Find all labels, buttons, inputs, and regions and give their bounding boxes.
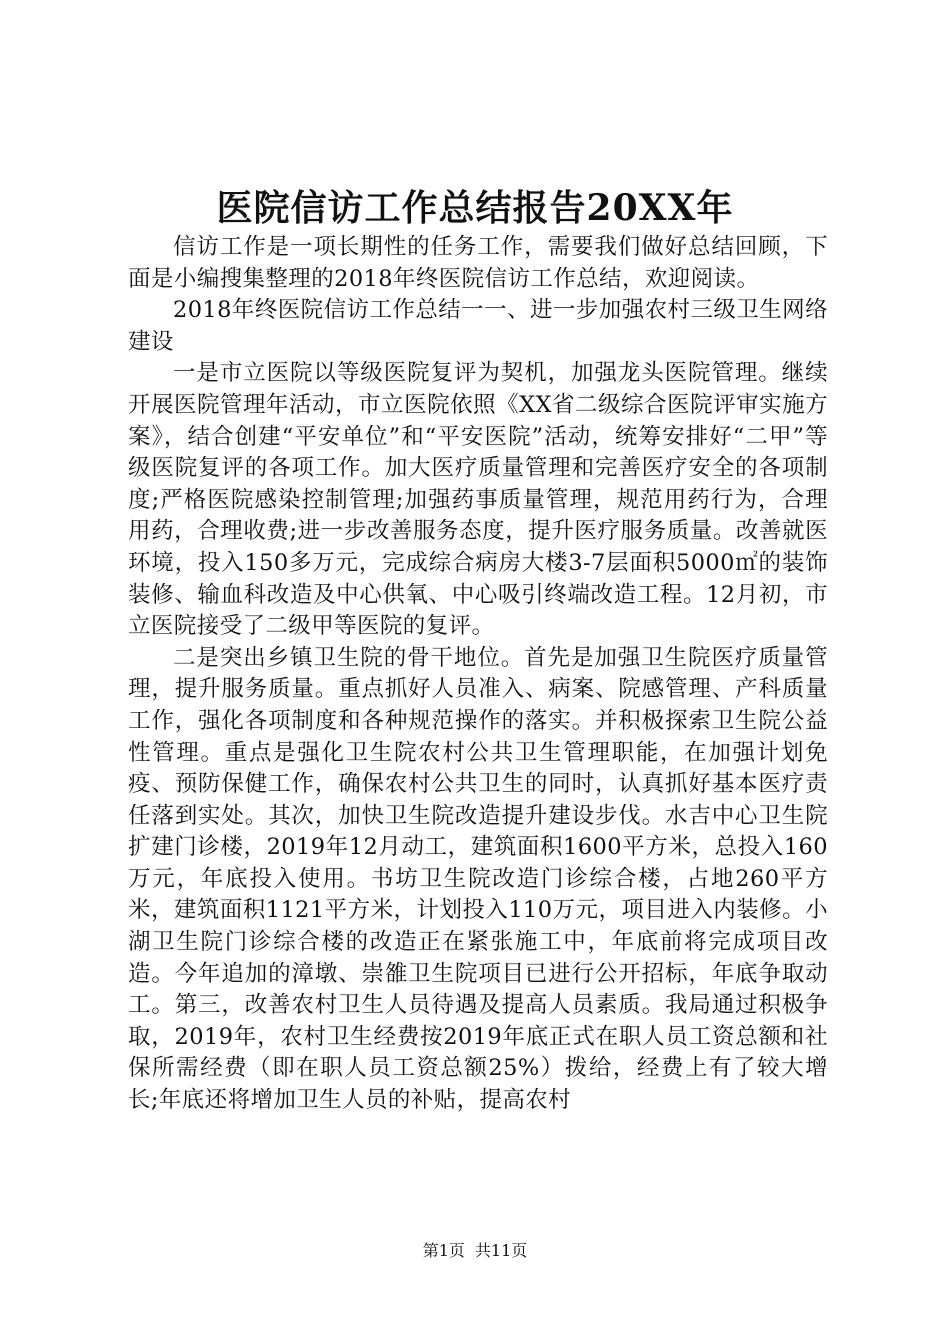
paragraph-section-heading: 2018年终医院信访工作总结一一、进一步加强农村三级卫生网络建设 xyxy=(128,297,828,355)
document-title: 医院信访工作总结报告20XX年 xyxy=(216,187,734,229)
document-body xyxy=(128,232,828,1117)
page-footer xyxy=(0,1240,950,1262)
page-number: 第1页 xyxy=(422,1241,465,1260)
paragraph-point-one: 一是市立医院以等级医院复评为契机，加强龙头医院管理。继续开展医院管理年活动，市立医院依照《XX省二级综合医院评审实施方案》，结合创建“平安单位”和“平安医院”活动，统筹安排好“二甲”等级医院复评的各项工作。加大医疗质量管理和完善医疗安全的各项制度;严格医院感染控制管理;加强药事质量管理，规范用药行为，合理用药，合理收费;进一步改善服务态度，提升医疗服务质量。改善就医环境，投入150多万元，完成综合病房大楼3-7层面积5000㎡的装饰装修、输血科改造及中心供氧、中心吸引终端改造工程。12月初，市立医院接受了二级甲等医院的复评。 xyxy=(128,360,828,640)
page-total: 共11页 xyxy=(474,1241,528,1260)
paragraph-point-two: 二是突出乡镇卫生院的骨干地位。首先是加强卫生院医疗质量管理，提升服务质量。重点抓好人员准入、病案、院感管理、产科质量工作，强化各项制度和各种规范操作的落实。并积极探索卫生院公益性管理。重点是强化卫生院农村公共卫生管理职能，在加强计划免疫、预防保健工作，确保农村公共卫生的同时，认真抓好基本医疗责任落到实处。其次，加快卫生院改造提升建设步伐。水吉中心卫生院扩建门诊楼，2019年12月动工，建筑面积1600平方米，总投入160万元，年底投入使用。书坊卫生院改造门诊综合楼，占地260平方米，建筑面积1121平方米，计划投入110万元，项目进入内装修。小湖卫生院门诊综合楼的改造正在紧张施工中，年底前将完成项目改造。今年追加的漳墩、崇雒卫生院项目已进行公开招标，年底争取动工。第三，改善农村卫生人员待遇及提高人员素质。我局通过积极争取，2019年，农村卫生经费按2019年底正式在职人员工资总额和社保所需经费（即在职人员工资总额25%）拨给，经费上有了较大增长;年底还将增加卫生人员的补贴，提高农村 xyxy=(128,644,828,1114)
paragraph-intro: 信访工作是一项长期性的任务工作，需要我们做好总结回顾，下面是小编搜集整理的2018年终医院信访工作总结，欢迎阅读。 xyxy=(128,234,828,292)
